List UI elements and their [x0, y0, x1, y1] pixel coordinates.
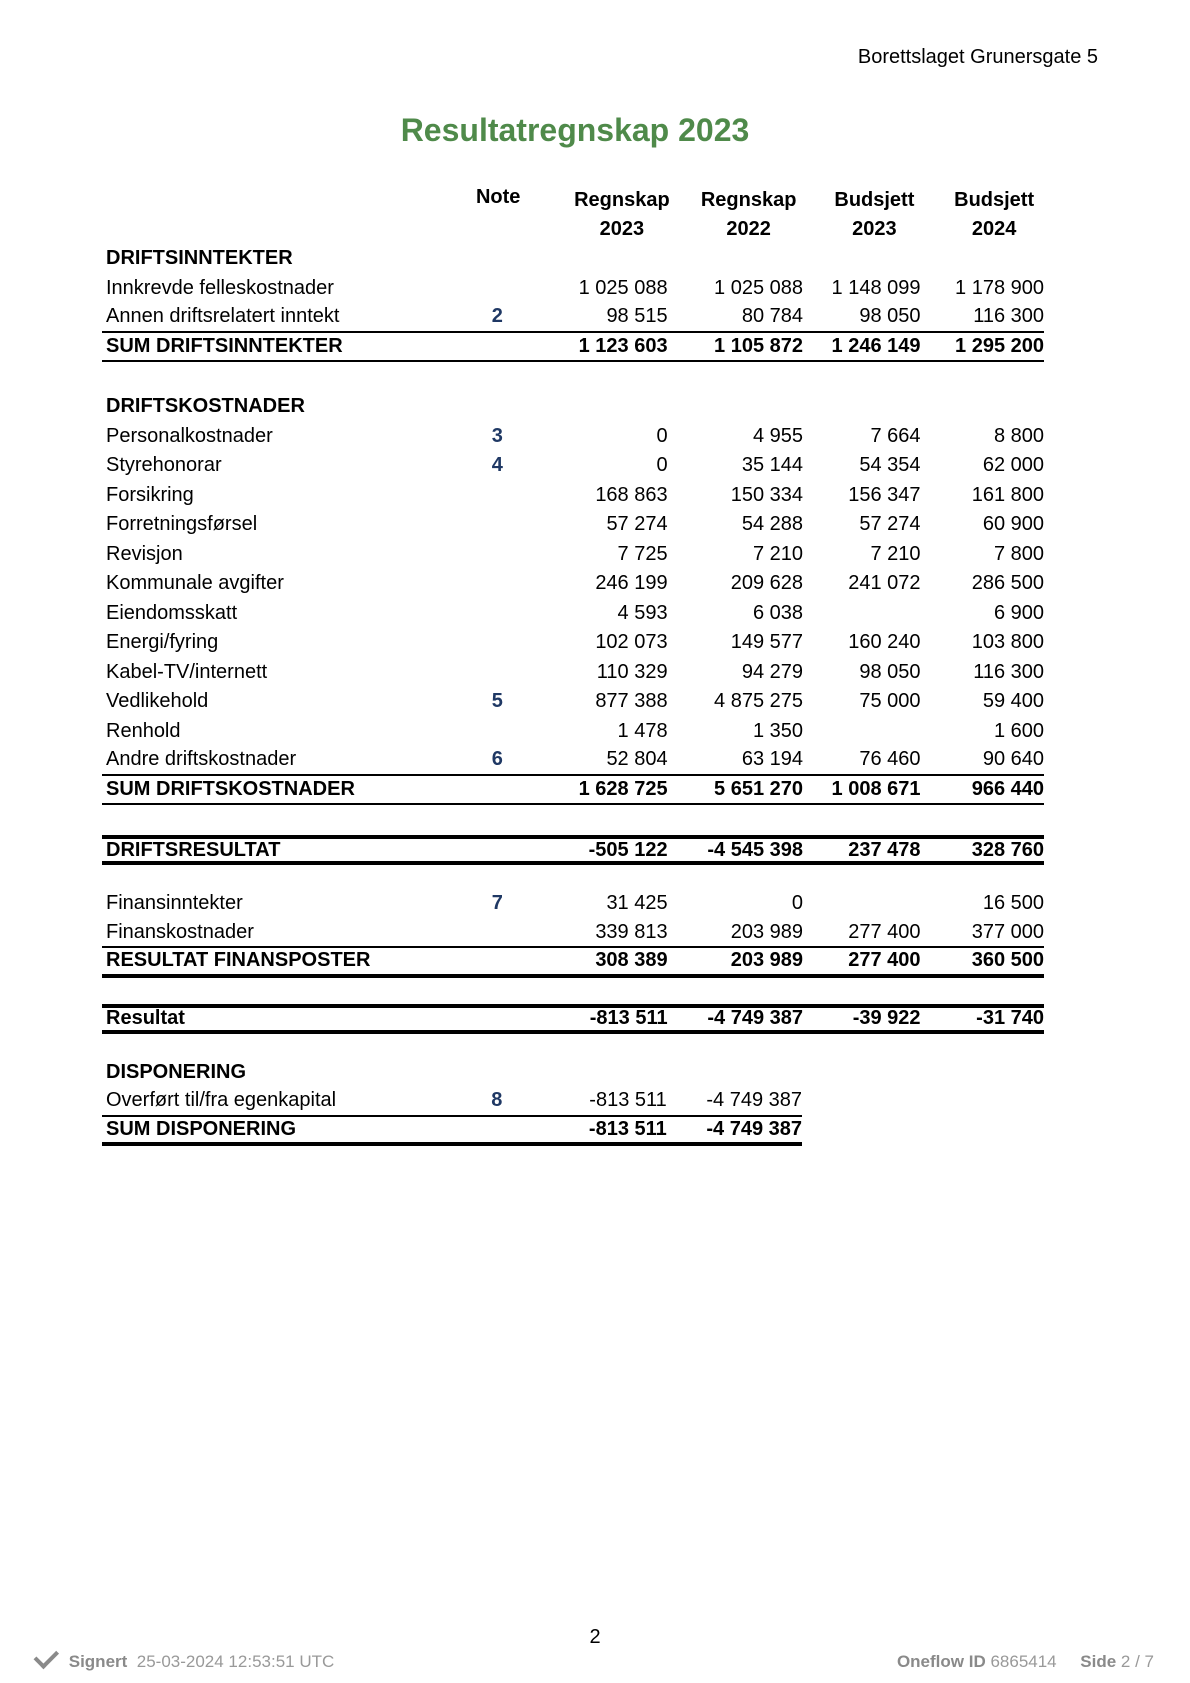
signed-status: Signert 25-03-2024 12:53:51 UTC	[36, 1652, 334, 1672]
section-heading: DRIFTSKOSTNADER	[106, 395, 305, 418]
section-heading: DRIFTSINNTEKTER	[106, 247, 293, 270]
table-row: Andre driftskostnader 6 52 804 63 194 76 460 90 640	[102, 746, 1044, 776]
col-regnskap-2022-header: Regnskap 2022	[700, 189, 797, 240]
signature-footer	[36, 1652, 1154, 1672]
table-row: Forsikring 168 863 150 334 156 347 161 800	[106, 483, 1044, 506]
section-heading: DISPONERING	[106, 1060, 247, 1083]
signed-timestamp: 25-03-2024 12:53:51 UTC	[136, 1652, 335, 1671]
result-row: Resultat -813 511 -4 749 387 -39 922 -31 740	[102, 1004, 1044, 1034]
table-row: Finanskostnader 339 813 203 989 277 400 377 000	[102, 919, 1044, 949]
table-row: Kabel-TV/internett 110 329 94 279 98 050 116 300	[106, 660, 1044, 683]
table-row: Styrehonorar 4 0 35 144 54 354 62 000	[106, 454, 1044, 477]
sum-row: SUM DRIFTSKOSTNADER 1 628 725 5 651 270 1 008 671 966 440	[102, 776, 1044, 806]
col-regnskap-2023-header: Regnskap 2023	[574, 189, 670, 240]
result-row: DRIFTSRESULTAT -505 122 -4 545 398 237 478 328 760	[102, 835, 1044, 865]
page-indicator: 2 / 7	[1120, 1652, 1154, 1671]
page-title: Resultatregnskap 2023	[400, 112, 750, 148]
col-budsjett-2023-header: Budsjett 2023	[834, 189, 915, 240]
sum-row: SUM DRIFTSINNTEKTER 1 123 603 1 105 872 1 246 149 1 295 200	[102, 333, 1044, 363]
table-row: Energi/fyring 102 073 149 577 160 240 103 800	[106, 631, 1044, 654]
document-id: Oneflow ID 6865414 Side 2 / 7	[896, 1652, 1154, 1671]
table-row: Renhold 1 478 1 350 1 600	[106, 719, 1044, 742]
table-row: Eiendomsskatt 4 593 6 038 6 900	[106, 601, 1044, 624]
sum-row: SUM DISPONERING -813 511 -4 749 387	[102, 1117, 802, 1147]
table-row: Finansinntekter 7 31 425 0 16 500	[106, 892, 1044, 915]
table-row: Annen driftsrelatert inntekt 2 98 515 80 784 98 050 116 300	[102, 303, 1044, 333]
note-header: Note	[475, 186, 521, 208]
table-row: Personalkostnader 3 0 4 955 7 664 8 800	[106, 424, 1044, 447]
table-row: Innkrevde felleskostnader 1 025 088 1 025 088 1 148 099 1 178 900	[106, 276, 1044, 299]
organization-name: Borettslaget Grunersgate 5	[857, 46, 1098, 68]
table-row: Forretningsførsel 57 274 54 288 57 274 60 900	[106, 513, 1044, 536]
table-row: Overført til/fra egenkapital 8 -813 511 -4 749 387	[102, 1087, 802, 1117]
sum-row: RESULTAT FINANSPOSTER 308 389 203 989 277 400 360 500	[102, 948, 1044, 978]
table-row: Revisjon 7 725 7 210 7 210 7 800	[106, 542, 1044, 565]
page-number: 2	[589, 1626, 601, 1648]
table-row: Kommunale avgifter 246 199 209 628 241 072 286 500	[106, 572, 1044, 595]
income-statement-table	[102, 186, 1044, 1146]
col-budsjett-2024-header: Budsjett 2024	[954, 189, 1035, 240]
table-row: Vedlikehold 5 877 388 4 875 275 75 000 59 400	[106, 690, 1044, 713]
table-header	[102, 186, 1044, 244]
